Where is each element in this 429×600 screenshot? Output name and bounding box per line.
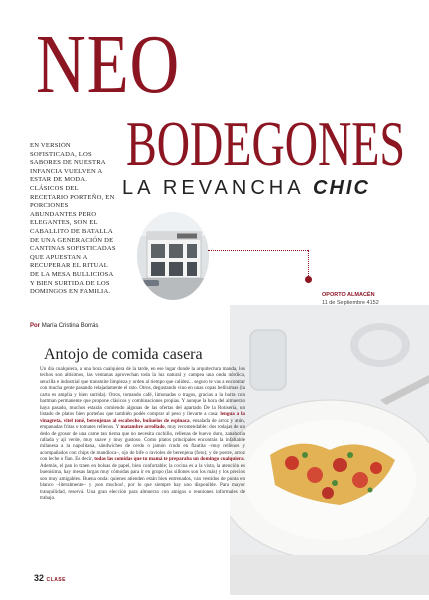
subtitle-accent: CHIC <box>313 177 370 199</box>
connector-line-vertical <box>308 250 309 278</box>
article-text-2: , ensalada de arroz y atún, empanadas fritas o tomates rellenos. Y <box>40 417 245 431</box>
venue-name: OPORTO ALMACÉN <box>322 292 375 298</box>
article-body <box>40 366 245 560</box>
article-highlight-1: lengua a la vinagreta, vitel toné, berenjenas al escabeche, buñuelos de espinaca <box>40 411 245 424</box>
pasta-photo <box>230 305 429 595</box>
restaurant-photo <box>137 212 209 300</box>
byline-prefix: Por <box>30 323 41 329</box>
intro-paragraph: EN VERSIÓN SOFISTICADA, LOS SABORES DE NUESTRA INFANCIA VUELVEN A ESTAR DE MODA. CLÁSICOS DEL RECETARIO PORTEÑO, EN PORCIONES ABUNDANTES PERO ELEGANTES, SON EL CABALLITO DE BATALLA DE UNA GENERACIÓN DE CANTINAS SOFISTICADAS QUE APUESTAN A RECUPERAR EL RITUAL DE LA MESA BULLICIOSA Y BIEN SURTIDA DE LOS DOMINGOS EN FAMILIA. <box>30 142 116 296</box>
article-text-3: , muy recomendable: dos rodajas de un dedo de grosor de una carne tan tierna que no necesita cuchillo, rellenas de huevo duro, zanahoria rallada y ají verde, muy suave y muy gustoso. Como platos principales encontrás la infaltable milanesa a la napolitana, sándwiches de cerdo o jamón crudo en flautita –muy rellenos y acompañados con chips de mandioca–, ojo de bife o ravioles de berenjena (foto); y de postre, arroz con leche o flan. Es decir, <box>40 424 245 463</box>
article-text-4: . Además, el pan lo traen en bolsas de papel, bien confortable; la cocina es a la vista, la atención es buenísima, hay mesas largas muy cómodas para ir en grupo (las sillones son los más) y los precios son muy amigables. Buena onda: quienes atienden están bien entrenados, van vestidos de punta en blanco –literalmente– y ¡son muchos!, por lo que siempre hay uno disponible. Para mayor tranquilidad, reservá. Una gran elección para almuerzo con amigos o reuniones informales de trabajo. <box>40 456 245 502</box>
byline <box>30 323 150 333</box>
subtitle-main: LA REVANCHA <box>122 177 304 199</box>
article-text-1: Un día cualquiera, a una hora cualquiera de la tarde, en ese lugar donde la arquitectura manda, los techos son altísimos, las ventanas aprovechan toda la luz natural y campea una onda nórdica, sencilla e industrial que transmite limpieza y orden al tiempo que calidez... seguro te vas a encontrar con mucha gente pasando relajadamente el rato. Otros, degustando vino en unas copas bellísimas (la carta es amplia y bien surtida). Otros, tomando café, limonadas o tragos, gracias a la barra con bartman permanente que propone clásicos y combinaciones propias. Y aunque la hora del almuerzo haya pasado, muchos estarán comiendo algunas de las ofertas del apartado De la Rotisería, un listado de platos bien porteños que también podés comprar al peso y llevarte a casa: <box>40 366 245 418</box>
location-marker <box>305 276 312 283</box>
page-folio <box>34 572 114 584</box>
title-neo: NEO <box>36 18 181 111</box>
article-highlight-3: todas las comidas que tu mamá te preparaba un domingo cualquiera <box>94 456 244 463</box>
page-number: 32 <box>34 573 45 583</box>
title-subtitle <box>122 176 422 200</box>
connector-line-horizontal <box>208 250 308 251</box>
title-bodegones: BODEGONES <box>126 108 406 179</box>
article-subhead: Antojo de comida casera <box>44 346 203 363</box>
byline-author: María Cristina Borrás <box>41 323 99 329</box>
venue-address: 11 de Septiembre 4152 <box>322 299 379 306</box>
section-name: CLASE <box>46 577 66 583</box>
article-highlight-2: matambre arrollado <box>120 424 165 431</box>
